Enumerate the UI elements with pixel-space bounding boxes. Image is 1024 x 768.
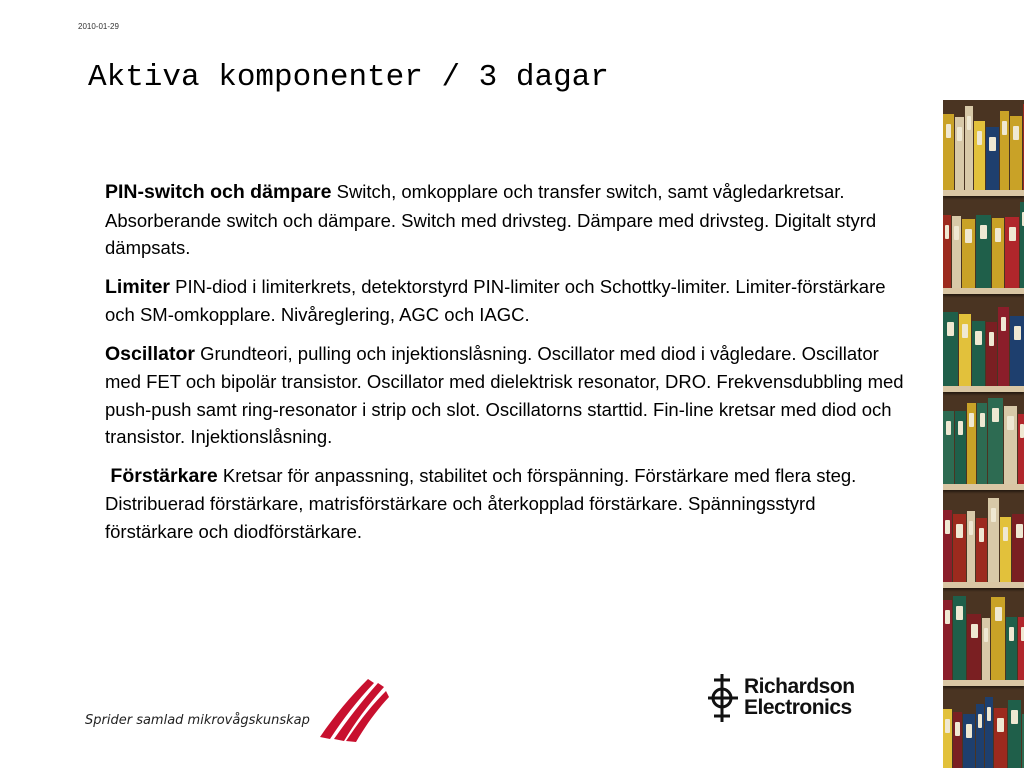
book-spine xyxy=(943,411,954,484)
tagline-text: Sprider samlad mikrovågskunskap xyxy=(85,713,310,728)
book-label xyxy=(997,718,1004,732)
book-spine xyxy=(982,618,990,680)
book-label xyxy=(1003,527,1009,541)
shelf-plank xyxy=(943,582,1024,588)
book-label xyxy=(965,229,972,243)
paragraph-text: PIN-diod i limiterkrets, detektorstyrd PIN-limiter och Schottky-limiter. Limiter-förstärkare och SM-omkopplare. Nivåreglering, AGC och IAGC. xyxy=(105,275,886,325)
slide-title: Aktiva komponenter / 3 dagar xyxy=(88,60,609,95)
book-label xyxy=(1020,424,1024,438)
book-spine xyxy=(976,704,984,768)
book-label xyxy=(956,606,963,620)
book-spine xyxy=(963,714,975,768)
book-spine xyxy=(992,218,1004,288)
book-spine xyxy=(977,403,987,484)
book-spine xyxy=(986,127,999,190)
book-label xyxy=(1007,416,1014,430)
book-label xyxy=(978,714,982,728)
book-label xyxy=(977,131,983,145)
book-spine xyxy=(959,314,971,386)
book-label xyxy=(958,421,964,435)
paragraph-heading: Oscillator xyxy=(105,342,195,365)
paragraph-text: Switch, omkopplare och transfer switch, samt vågledarkretsar. Absorberande switch och dämpare. Switch med drivsteg. Dämpare med drivsteg. Digitalt styrd dämpsats. xyxy=(105,181,877,258)
paragraph-limiter xyxy=(105,273,905,329)
book-label xyxy=(979,528,985,542)
book-spine xyxy=(991,597,1005,680)
book-label xyxy=(995,228,1001,242)
book-label xyxy=(962,324,968,338)
book-label xyxy=(967,116,971,130)
book-label xyxy=(980,413,985,427)
book-label xyxy=(1013,126,1019,140)
paragraph-oscillator xyxy=(105,340,905,451)
book-label xyxy=(945,610,950,624)
book-label xyxy=(995,607,1002,621)
book-label xyxy=(955,722,960,736)
book-spine xyxy=(1006,617,1017,680)
book-label xyxy=(946,421,952,435)
book-spine xyxy=(943,312,958,386)
book-label xyxy=(989,332,995,346)
book-spine xyxy=(1000,517,1011,582)
book-label xyxy=(984,628,988,642)
bookshelf-image xyxy=(943,100,1024,768)
book-spine xyxy=(943,709,952,768)
book-label xyxy=(947,322,955,336)
book-label xyxy=(980,225,988,239)
shelf-plank xyxy=(943,288,1024,294)
book-spine xyxy=(998,307,1009,386)
book-label xyxy=(945,719,950,733)
paragraph-heading: Limiter xyxy=(105,275,171,298)
book-spine xyxy=(1018,617,1024,680)
logo-line-1: Richardson xyxy=(744,675,855,698)
book-label xyxy=(945,520,950,534)
book-spine xyxy=(988,398,1003,484)
book-spine xyxy=(1020,202,1024,288)
book-label xyxy=(1002,121,1007,135)
book-label xyxy=(957,127,962,141)
book-label xyxy=(989,137,996,151)
shelf-plank xyxy=(943,484,1024,490)
book-spine xyxy=(976,518,987,582)
footer-tagline-block xyxy=(85,675,385,745)
date-label: 2010-01-29 xyxy=(78,22,119,31)
slide-body xyxy=(105,178,905,556)
swoosh-logo-icon xyxy=(310,675,390,745)
book-label xyxy=(1001,317,1007,331)
paragraph-pin-switch xyxy=(105,178,905,262)
book-spine xyxy=(943,215,951,288)
book-spine xyxy=(976,215,991,288)
book-spine xyxy=(967,614,981,680)
book-label xyxy=(956,524,963,538)
book-spine xyxy=(965,106,973,190)
book-spine xyxy=(967,403,976,484)
book-label xyxy=(954,226,959,240)
book-label xyxy=(1014,326,1022,340)
book-spine xyxy=(953,712,962,768)
book-spine xyxy=(1012,514,1024,582)
book-spine xyxy=(953,514,966,582)
book-label xyxy=(1016,524,1024,538)
book-spine xyxy=(1010,316,1024,386)
book-spine xyxy=(1005,217,1019,288)
book-spine xyxy=(1000,111,1009,190)
book-spine xyxy=(967,511,975,582)
paragraph-forstarkare xyxy=(105,462,905,546)
richardson-logo xyxy=(706,672,886,724)
shelf-plank xyxy=(943,680,1024,686)
book-spine xyxy=(943,114,954,190)
book-spine xyxy=(988,498,999,582)
book-spine xyxy=(1018,414,1024,484)
book-label xyxy=(945,225,949,239)
book-spine xyxy=(986,322,997,386)
paragraph-text: Grundteori, pulling och injektionslåsning. Oscillator med diod i vågledare. Oscillator med FET och bipolär transistor. Oscillator med dielektrisk resonator, DRO. Frekvensdubbling med push-push samt ring-resonator i strip och slot. Oscillatorns starttid. Fin-line kretsar med diod och transistor. Injektionslåsning. xyxy=(105,342,904,447)
book-spine xyxy=(955,411,966,484)
book-label xyxy=(946,124,952,138)
book-spine xyxy=(974,121,985,190)
book-spine xyxy=(972,321,985,386)
book-spine xyxy=(943,600,952,680)
book-label xyxy=(971,624,978,638)
shelf-plank xyxy=(943,190,1024,196)
book-spine xyxy=(953,596,966,680)
book-label xyxy=(975,331,982,345)
book-spine xyxy=(962,219,975,288)
richardson-mark-icon xyxy=(706,672,746,724)
logo-wordmark xyxy=(744,676,855,718)
book-label xyxy=(969,413,974,427)
book-label xyxy=(1009,227,1016,241)
logo-line-2: Electronics xyxy=(744,696,852,719)
shelf-plank xyxy=(943,386,1024,392)
book-label xyxy=(987,707,991,721)
paragraph-heading: PIN-switch och dämpare xyxy=(105,181,332,203)
paragraph-heading: Förstärkare xyxy=(105,464,218,487)
book-spine xyxy=(943,510,952,582)
book-spine xyxy=(1004,406,1017,484)
paragraph-text: Kretsar för anpassning, stabilitet och förspänning. Förstärkare med flera steg. Distribuerad förstärkare, matrisförstärkare och återkopplad förstärkare. Spänningsstyrd förstärkare och diodförstärkare. xyxy=(105,464,857,542)
book-label xyxy=(991,508,997,522)
book-spine xyxy=(952,216,961,288)
book-label xyxy=(1009,627,1015,641)
book-label xyxy=(992,408,1000,422)
book-label xyxy=(969,521,973,535)
book-spine xyxy=(1010,116,1022,190)
book-spine xyxy=(1008,700,1021,768)
book-spine xyxy=(955,117,964,190)
book-spine xyxy=(994,708,1007,768)
book-label xyxy=(1011,710,1018,724)
book-label xyxy=(966,724,972,738)
book-spine xyxy=(985,697,993,768)
